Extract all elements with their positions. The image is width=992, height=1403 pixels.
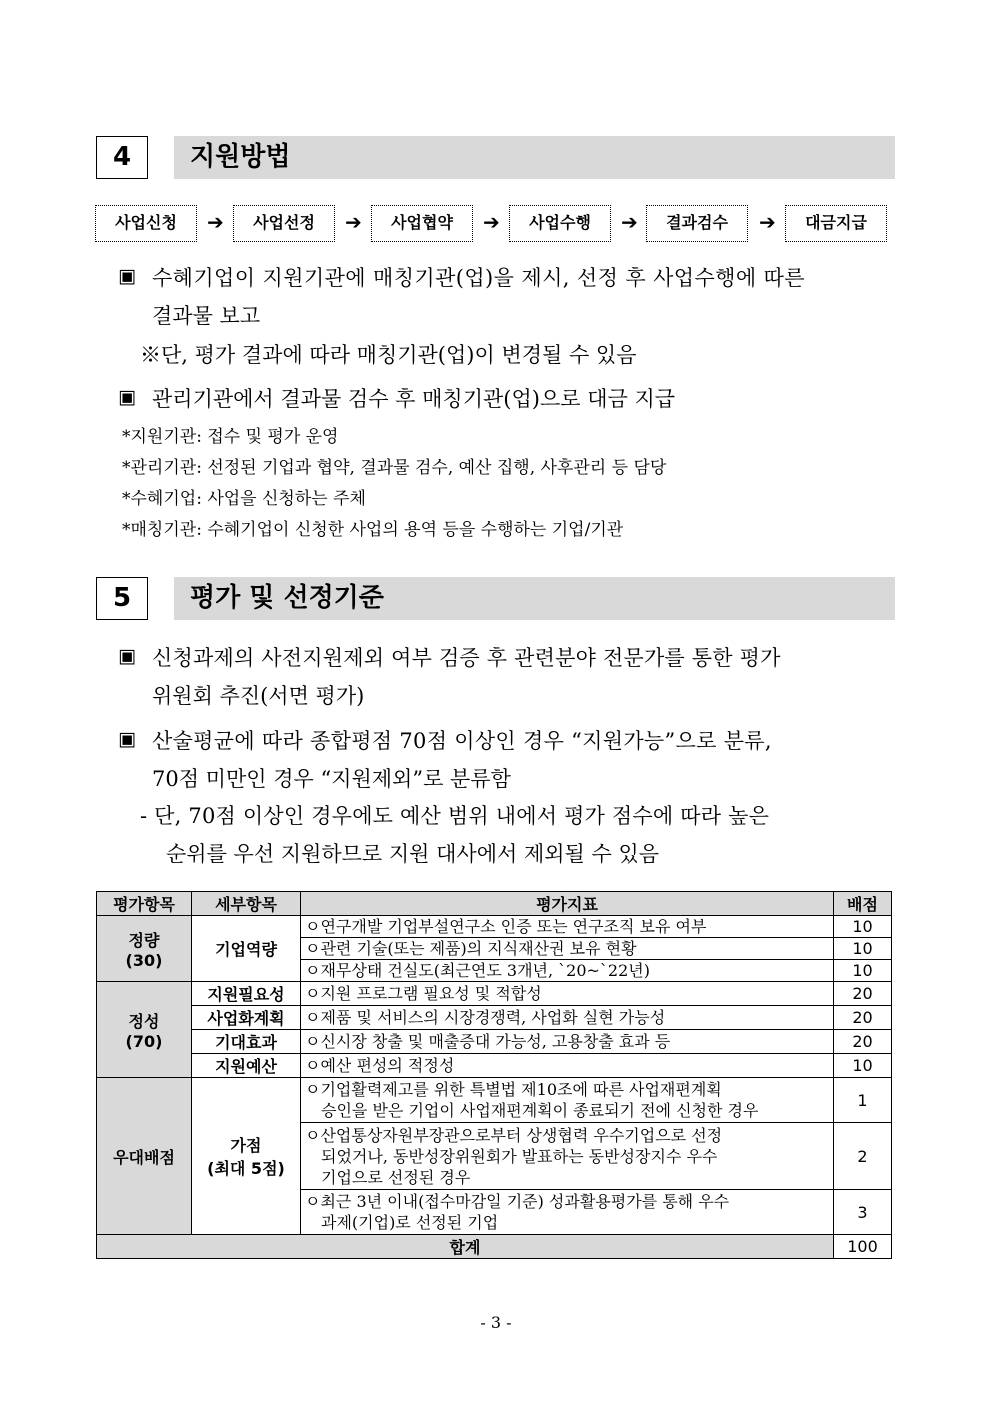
subitem: 사업화계획 — [192, 1006, 301, 1030]
indicator: ㅇ산업통상자원부장관으로부터 상생협력 우수기업으로 선정 되었거나, 동반성장위원회가 발표하는 동반성장지수 우수 기업으로 선정된 경우 — [301, 1123, 834, 1190]
score: 10 — [834, 960, 892, 982]
step-select: 사업선정 — [233, 205, 335, 242]
s4-para2: 관리기관에서 결과물 검수 후 매칭기관(업)으로 대금 지급 — [152, 387, 676, 411]
s5-para1-line1: 신청과제의 사전지원제외 여부 검증 후 관련분야 전문가를 통한 평가 — [152, 646, 781, 670]
category-qualitative: 정성 (70) — [97, 982, 192, 1078]
square-bullet-icon: ▣ — [118, 728, 136, 750]
arrow-icon: ➔ — [759, 210, 776, 234]
indicator: ㅇ지원 프로그램 필요성 및 적합성 — [301, 982, 834, 1006]
s4-note-2: *관리기관: 선정된 기업과 협약, 결과물 검수, 예산 집행, 사후관리 등 담당 — [122, 458, 667, 478]
header-category: 평가항목 — [97, 892, 192, 916]
total-value: 100 — [834, 1235, 892, 1259]
category-bonus: 우대배점 — [97, 1078, 192, 1235]
arrow-icon: ➔ — [621, 210, 638, 234]
step-execute: 사업수행 — [509, 205, 611, 242]
indicator: ㅇ신시장 창출 및 매출증대 가능성, 고용창출 효과 등 — [301, 1030, 834, 1054]
indicator: ㅇ연구개발 기업부설연구소 인증 또는 연구조직 보유 여부 — [301, 916, 834, 938]
score: 20 — [834, 982, 892, 1006]
s5-para2-line2: 70점 미만인 경우 “지원제외”로 분류함 — [152, 767, 511, 791]
s5-para2-line1: 산술평균에 따라 종합평점 70점 이상인 경우 “지원가능”으로 분류, — [152, 729, 772, 753]
section-5-number: 5 — [96, 577, 148, 620]
s5-dash-line1: - 단, 70점 이상인 경우에도 예산 범위 내에서 평가 점수에 따라 높은 — [140, 804, 770, 828]
subitem: 지원필요성 — [192, 982, 301, 1006]
s5-dash-line2: 순위를 우선 지원하므로 지원 대사에서 제외될 수 있음 — [166, 842, 660, 866]
indicator: ㅇ제품 및 서비스의 시장경쟁력, 사업화 실현 가능성 — [301, 1006, 834, 1030]
score: 10 — [834, 916, 892, 938]
page-number: - 3 - — [480, 1313, 512, 1332]
score: 3 — [834, 1190, 892, 1235]
total-label: 합계 — [97, 1235, 834, 1259]
step-agreement: 사업협약 — [371, 205, 473, 242]
s4-note-3: *수혜기업: 사업을 신청하는 주체 — [122, 489, 366, 509]
section-4-title: 지원방법 — [174, 136, 895, 179]
step-payment: 대금지급 — [785, 205, 887, 242]
indicator: ㅇ최근 3년 이내(접수마감일 기준) 성과활용평가를 통해 우수 과제(기업)로 선정된 기업 — [301, 1190, 834, 1235]
step-apply: 사업신청 — [95, 205, 197, 242]
section-4-number: 4 — [96, 136, 148, 179]
score: 20 — [834, 1030, 892, 1054]
s4-note-4: *매칭기관: 수혜기업이 신청한 사업의 용역 등을 수행하는 기업/기관 — [122, 520, 624, 540]
square-bullet-icon: ▣ — [118, 386, 136, 408]
score: 20 — [834, 1006, 892, 1030]
subitem: 지원예산 — [192, 1054, 301, 1078]
indicator: ㅇ관련 기술(또는 제품)의 지식재산권 보유 현황 — [301, 938, 834, 960]
s4-para1-note: ※단, 평가 결과에 따라 매칭기관(업)이 변경될 수 있음 — [140, 343, 637, 367]
score: 10 — [834, 938, 892, 960]
indicator: ㅇ기업활력제고를 위한 특별법 제10조에 따른 사업재편계획 승인을 받은 기업이 사업재편계획이 종료되기 전에 신청한 경우 — [301, 1078, 834, 1123]
arrow-icon: ➔ — [483, 210, 500, 234]
s5-para1-line2: 위원회 추진(서면 평가) — [152, 684, 365, 708]
header-indicator: 평가지표 — [301, 892, 834, 916]
s4-para1-line1: 수혜기업이 지원기관에 매칭기관(업)을 제시, 선정 후 사업수행에 따른 — [152, 266, 805, 290]
subitem: 기대효과 — [192, 1030, 301, 1054]
header-score: 배점 — [834, 892, 892, 916]
s4-note-1: *지원기관: 접수 및 평가 운영 — [122, 427, 339, 447]
arrow-icon: ➔ — [207, 210, 224, 234]
header-subitem: 세부항목 — [192, 892, 301, 916]
square-bullet-icon: ▣ — [118, 645, 136, 667]
score: 10 — [834, 1054, 892, 1078]
step-inspect: 결과검수 — [646, 205, 748, 242]
indicator: ㅇ재무상태 건실도(최근연도 3개년, `20~`22년) — [301, 960, 834, 982]
category-quantitative: 정량 (30) — [97, 916, 192, 982]
score: 2 — [834, 1123, 892, 1190]
section-5-title: 평가 및 선정기준 — [174, 577, 895, 620]
arrow-icon: ➔ — [345, 210, 362, 234]
evaluation-table — [96, 891, 892, 1259]
indicator: ㅇ예산 편성의 적정성 — [301, 1054, 834, 1078]
score: 1 — [834, 1078, 892, 1123]
subitem-capability: 기업역량 — [192, 916, 301, 982]
s4-para1-line2: 결과물 보고 — [152, 304, 261, 328]
subitem-bonus: 가점 (최대 5점) — [192, 1078, 301, 1235]
square-bullet-icon: ▣ — [118, 265, 136, 287]
